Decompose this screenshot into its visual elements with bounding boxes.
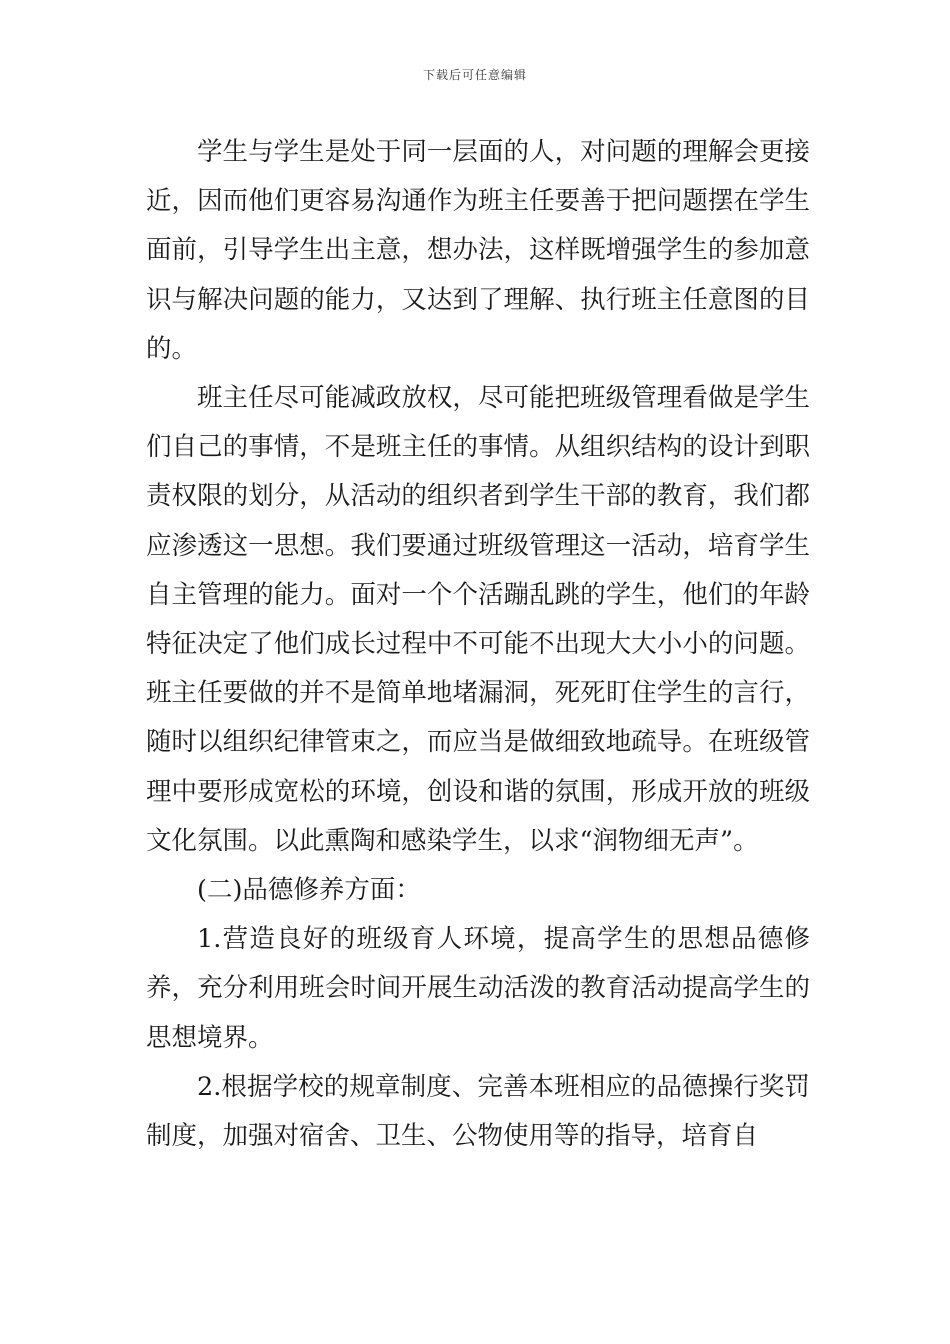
paragraph-2: 班主任尽可能减政放权，尽可能把班级管理看做是学生们自己的事情，不是班主任的事情。从组织结构的设计到职责权限的划分，从活动的组织者到学生干部的教育，我们都应渗透这一思想。我们要通过班级管理这一活动，培育学生自主管理的能力。面对一个个活蹦乱跳的学生，他们的年龄特征决定了他们成长过程中不可能不出现大大小小的问题。班主任要做的并不是简单地堵漏洞，死死盯住学生的言行，随时以组织纪律管束之，而应当是做细致地疏导。在班级管理中要形成宽松的环境，创设和谐的氛围，形成开放的班级文化氛围。以此熏陶和感染学生，以求“润物细无声”。	[146, 383, 810, 856]
section-heading: (二)品德修养方面：	[197, 875, 421, 906]
page-header: 下载后可任意编辑	[422, 68, 527, 82]
document-body	[146, 128, 810, 1161]
paragraph-4: 2.根据学校的规章制度、完善本班相应的品德操行奖罚制度，加强对宿舍、卫生、公物使用等的指导，培育自	[146, 1071, 810, 1152]
paragraph-3: 1.营造良好的班级育人环境，提高学生的思想品德修养，充分利用班会时间开展生动活泼的教育活动提高学生的思想境界。	[146, 924, 810, 1053]
paragraph-1: 学生与学生是处于同一层面的人，对问题的理解会更接近，因而他们更容易沟通作为班主任要善于把问题摆在学生面前，引导学生出主意，想办法，这样既增强学生的参加意识与解决问题的能力，又达到了理解、执行班主任意图的目的。	[146, 137, 810, 364]
